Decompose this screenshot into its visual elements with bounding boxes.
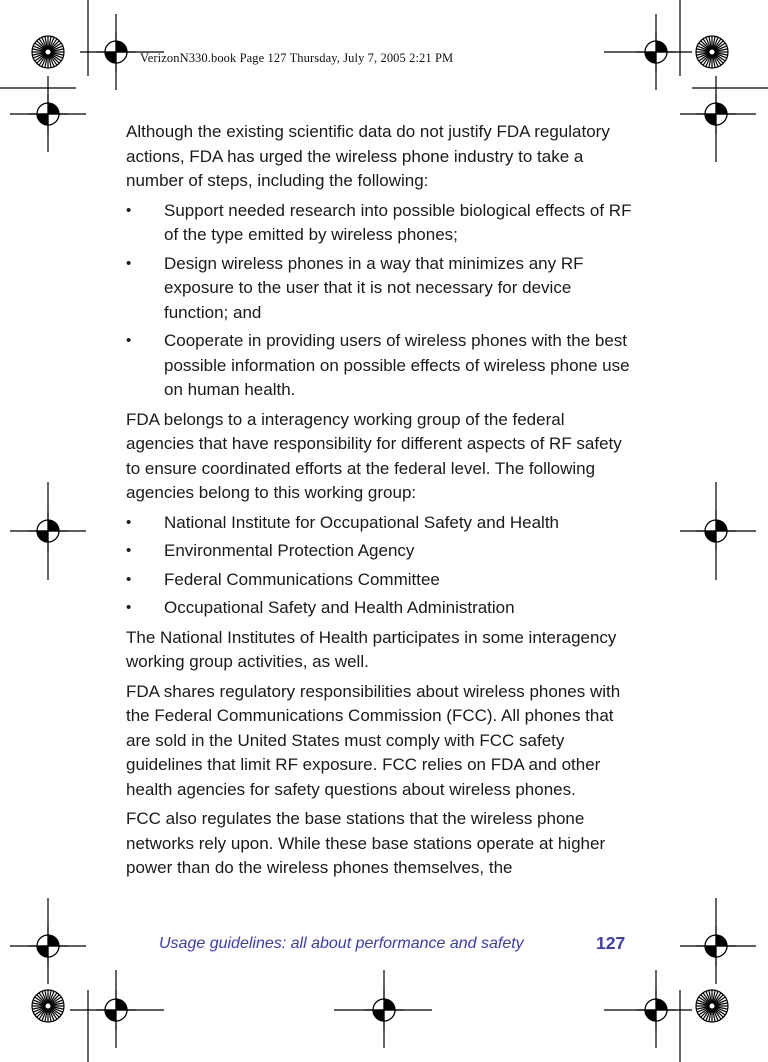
paragraph-working-group: FDA belongs to a interagency working group of the federal agencies that have responsibility for different aspects of RF safety to ensure coordinated efforts at the federal level. The following agencies belong to this working group: (126, 409, 622, 502)
paragraph-base-stations: FCC also regulates the base stations that the wireless phone networks rely upon. While these base stations operate at higher power than do the wireless phones themselves, the (126, 809, 606, 877)
bullet-icon: • (126, 254, 132, 272)
page-content (126, 120, 636, 886)
bullet-icon: • (126, 332, 132, 349)
list-item (126, 511, 636, 536)
list-item-text: Federal Communications Committee (164, 569, 440, 589)
paragraph-fda-steps: Although the existing scientific data do not justify FDA regulatory actions, FDA has urged the wireless phone industry to take a number of steps, including the following: (126, 122, 610, 190)
list-item-text: Occupational Safety and Health Administration (164, 598, 515, 617)
book-info-header: VerizonN330.book Page 127 Thursday, July 7, 2005 2:21 PM (140, 51, 454, 65)
paragraph-nih: The National Institutes of Health participates in some interagency working group activities, as well. (126, 627, 617, 671)
footer-section-title: Usage guidelines: all about performance and safety (159, 935, 524, 952)
list-item (126, 329, 636, 403)
bullet-icon: • (126, 570, 132, 588)
list-item-text: Design wireless phones in a way that minimizes any RF exposure to the user that it is not necessary for device function; and (164, 253, 584, 322)
bullet-icon: • (126, 599, 132, 616)
paragraph-fcc-responsibilities: FDA shares regulatory responsibilities about wireless phones with the Federal Communications Commission (FCC). All phones that are sold in the United States must comply with FCC safety guidelines that limit RF exposure. FCC relies on FDA and other health agencies for safety questions about wireless phones. (126, 681, 621, 799)
list-item (126, 199, 636, 248)
list-item (126, 539, 636, 564)
list-item-text: National Institute for Occupational Safety and Health (164, 512, 560, 532)
page-number: 127 (596, 933, 626, 953)
bullet-icon: • (126, 542, 132, 559)
list-item-text: Cooperate in providing users of wireless phones with the best possible information on possible effects of wireless phone use on human health. (164, 331, 630, 399)
agencies-list (126, 511, 636, 621)
bullet-icon: • (126, 201, 132, 219)
list-item-text: Support needed research into possible biological effects of RF of the type emitted by wireless phones; (164, 200, 632, 244)
list-item (126, 568, 636, 593)
list-item (126, 252, 636, 326)
list-item (126, 596, 636, 621)
fda-steps-list (126, 199, 636, 403)
bullet-icon: • (126, 513, 132, 531)
list-item-text: Environmental Protection Agency (164, 541, 415, 560)
